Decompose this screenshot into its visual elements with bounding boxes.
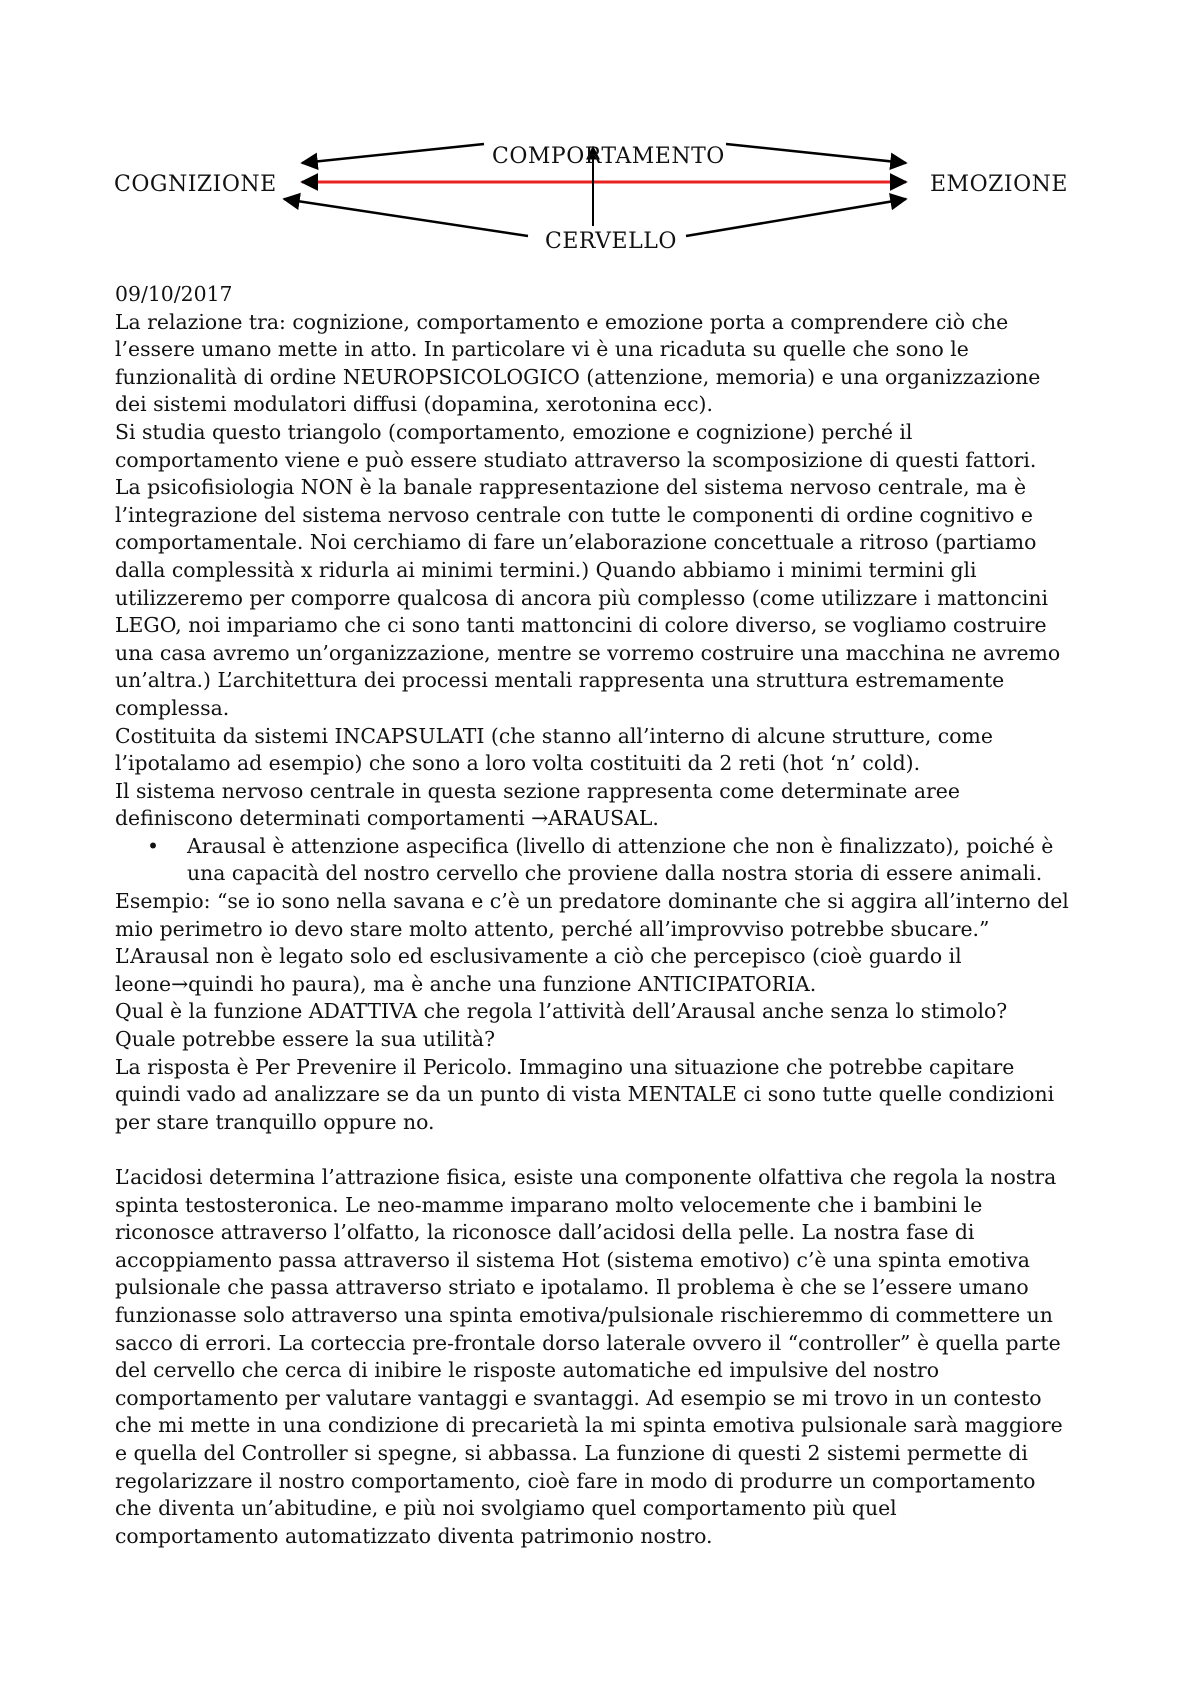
- text-line: dalla complessità x ridurla ai minimi termini.) Quando abbiamo i minimi termini gli: [115, 557, 977, 582]
- arrow-cervello-emozione: [686, 199, 906, 236]
- text-line: complessa.: [115, 695, 230, 720]
- document-body: [115, 281, 1100, 1550]
- bullet-text: una capacità del nostro cervello che proviene dalla nostra storia di essere animali.: [187, 861, 1043, 886]
- text-line: Il sistema nervoso centrale in questa sezione rappresenta come determinate aree: [115, 778, 960, 803]
- text-line: La risposta è Per Prevenire il Pericolo. Immagino una situazione che potrebbe capitare: [115, 1054, 1015, 1079]
- text-line: La psicofisiologia NON è la banale rappresentazione del sistema nervoso centrale, ma è: [115, 475, 1027, 500]
- text-line: sacco di errori. La corteccia pre-frontale dorso laterale ovvero il “controller” è quella parte: [115, 1330, 1061, 1355]
- paragraph-relazione: [115, 309, 1100, 833]
- text-line: spinta testosteronica. Le neo-mamme imparano molto velocemente che i bambini le: [115, 1192, 983, 1217]
- text-line: accoppiamento passa attraverso il sistema Hot (sistema emotivo) c’è una spinta emotiva: [115, 1247, 1030, 1272]
- date-line: 09/10/2017: [115, 282, 233, 306]
- text-line: l’essere umano mette in atto. In particolare vi è una ricaduta su quelle che sono le: [115, 337, 969, 362]
- text-line: comportamento viene e può essere studiato attraverso la scomposizione di questi fattori.: [115, 447, 1037, 472]
- text-line: l’integrazione del sistema nervoso centrale con tutte le componenti di ordine cognitivo e: [115, 502, 1033, 527]
- text-line: leone→quindi ho paura), ma è anche una funzione ANTICIPATORIA.: [115, 971, 817, 996]
- label-comportamento: COMPORTAMENTO: [492, 144, 725, 169]
- text-line: e quella del Controller si spegne, si abbassa. La funzione di questi 2 sistemi permette di: [115, 1440, 1028, 1465]
- arrow-comportamento-cognizione: [302, 144, 484, 163]
- arrow-cervello-cognizione: [284, 199, 528, 236]
- text-line: LEGO, noi impariamo che ci sono tanti mattoncini di colore diverso, se vogliamo costruire: [115, 613, 1047, 638]
- text-line: riconosce attraverso l’olfatto, la riconosce dall’acidosi della pelle. La nostra fase di: [115, 1220, 975, 1245]
- text-line: comportamento automatizzato diventa patrimonio nostro.: [115, 1523, 713, 1548]
- label-emozione: EMOZIONE: [930, 172, 1068, 197]
- diagram-arrows: [0, 0, 1200, 260]
- bullet-item: [115, 833, 1100, 861]
- text-line: La relazione tra: cognizione, comportamento e emozione porta a comprendere ciò che: [115, 309, 1009, 334]
- bullet-text: Arausal è attenzione aspecifica (livello di attenzione che non è finalizzato), poiché è: [187, 833, 1054, 858]
- text-line: pulsionale che passa attraverso striato e ipotalamo. Il problema è che se l’essere umano: [115, 1275, 1029, 1300]
- text-line: del cervello che cerca di inibire le risposte automatiche ed impulsive del nostro: [115, 1358, 940, 1383]
- text-line: L’Arausal non è legato solo ed esclusivamente a ciò che percepisco (cioè guardo il: [115, 944, 962, 969]
- label-cognizione: COGNIZIONE: [114, 172, 277, 197]
- text-line: mio perimetro io devo stare molto attento, perché all’improvviso potrebbe sbucare.”: [115, 916, 990, 941]
- text-line: Quale potrebbe essere la sua utilità?: [115, 1027, 495, 1052]
- text-line: Esempio: “se io sono nella savana e c’è un predatore dominante che si aggira all’interno del: [115, 889, 1069, 914]
- paragraph-acidosi: [115, 1164, 1100, 1550]
- text-line: funzionalità di ordine NEUROPSICOLOGICO (attenzione, memoria) e una organizzazione: [115, 364, 1041, 389]
- text-line: quindi vado ad analizzare se da un punto di vista MENTALE ci sono tutte quelle condizioni: [115, 1082, 1055, 1107]
- text-line: per stare tranquillo oppure no.: [115, 1109, 435, 1134]
- bullet-marker: •: [147, 833, 160, 858]
- text-line: Si studia questo triangolo (comportamento, emozione e cognizione) perché il: [115, 419, 913, 444]
- text-line: che diventa un’abitudine, e più noi svolgiamo quel comportamento più quel: [115, 1496, 897, 1521]
- text-line: comportamento per valutare vantaggi e svantaggi. Ad esempio se mi trovo in un contesto: [115, 1385, 1042, 1410]
- paragraph-spacer: [115, 1136, 1100, 1164]
- text-line: comportamentale. Noi cerchiamo di fare un’elaborazione concettuale a ritroso (partiamo: [115, 530, 1037, 555]
- text-line: una casa avremo un’organizzazione, mentre se vorremo costruire una macchina ne avremo: [115, 640, 1061, 665]
- text-line: dei sistemi modulatori diffusi (dopamina, xerotonina ecc).: [115, 392, 713, 417]
- paragraph-esempio: [115, 888, 1100, 1136]
- text-line: L’acidosi determina l’attrazione fisica, esiste una componente olfattiva che regola la nostra: [115, 1165, 1057, 1189]
- text-line: funzionasse solo attraverso una spinta emotiva/pulsionale rischieremmo di commettere un: [115, 1302, 1053, 1327]
- text-line: Qual è la funzione ADATTIVA che regola l’attività dell’Arausal anche senza lo stimolo?: [115, 999, 1008, 1024]
- text-line: utilizzeremo per comporre qualcosa di ancora più complesso (come utilizzare i mattoncini: [115, 585, 1048, 610]
- text-line: regolarizzare il nostro comportamento, cioè fare in modo di produrre un comportamento: [115, 1468, 1036, 1493]
- label-cervello: CERVELLO: [545, 229, 677, 254]
- bullet-item-continuation: [115, 860, 1100, 888]
- text-line: definiscono determinati comportamenti →ARAUSAL.: [115, 806, 659, 831]
- triangle-diagram: [0, 0, 1200, 260]
- text-line: un’altra.) L’architettura dei processi mentali rappresenta una struttura estremamente: [115, 668, 1005, 693]
- text-line: che mi mette in una condizione di precarietà la mi spinta emotiva pulsionale sarà maggiore: [115, 1413, 1063, 1438]
- bullet-list: [115, 833, 1100, 888]
- arrow-comportamento-emozione: [726, 144, 906, 163]
- text-line: Costituita da sistemi INCAPSULATI (che stanno all’interno di alcune strutture, come: [115, 723, 993, 748]
- text-line: l’ipotalamo ad esempio) che sono a loro volta costituiti da 2 reti (hot ‘n’ cold).: [115, 751, 921, 776]
